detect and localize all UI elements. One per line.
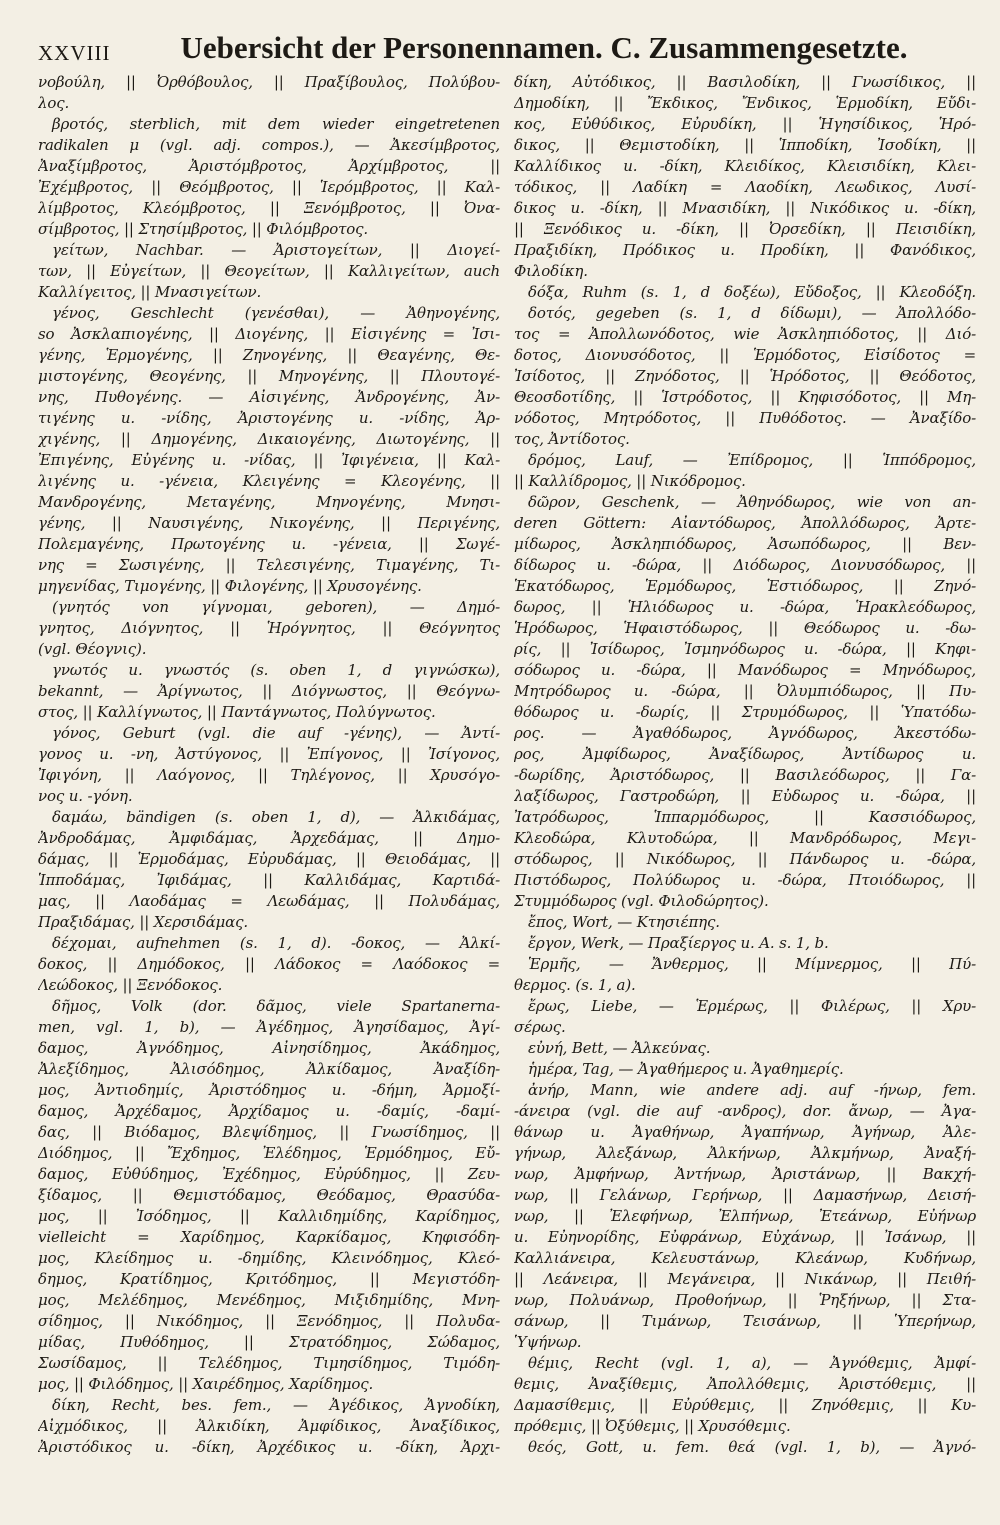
text-line: βροτός, sterblich, mit dem wieder eingetretenen [52, 115, 500, 133]
page-title: Uebersicht der Personennamen. C. Zusammengesetzte. [180, 30, 908, 65]
text-line: δαμος, Ἀγνόδημος, Αἰνησίδημος, Ἀκάδημος, [38, 1039, 500, 1057]
text-line: γήνωρ, Ἀλεξάνωρ, Ἀλκήνωρ, Ἀλκμήνωρ, Ἀναξή- [514, 1144, 976, 1162]
text-line: Δαμασίθεμις, || Εὐρύθεμις, || Ζηνόθεμις, || Κυ- [514, 1396, 976, 1414]
text-line: Στυμμόδωρος (vgl. Φιλοδώρητος). [514, 892, 769, 910]
text-line: κος, Εὐθύδικος, Εὐρυδίκη, || Ἡγησίδικος, Ἡρό- [514, 115, 976, 133]
text-line: τος = Ἀπολλωνόδοτος, wie Ἀσκληπιόδοτος, || Διό- [514, 325, 976, 343]
text-line: δίδωρος u. -δώρα, || Διόδωρος, Διονυσόδωρος, || [514, 556, 976, 574]
text-line: μας, || Λαοδάμας = Λεωδάμας, || Πολυδάμας, [38, 892, 500, 910]
text-line: γείτων, Nachbar. — Ἀριστογείτων, || Διογεί- [52, 241, 500, 259]
text-line: μος, Μελέδημος, Μενέδημος, Μιξιδημίδης, Μνη- [38, 1291, 500, 1309]
text-line: Μητρόδωρος u. -δώρα, || Ὀλυμπιόδωρος, || Πυ- [514, 682, 976, 700]
text-line: μίδωρος, Ἀσκληπιόδωρος, Ἀσωπόδωρος, || Βεν- [514, 535, 976, 553]
text-line: δίκη, Αὐτόδικος, || Βασιλοδίκη, || Γνωσίδικος, || [514, 73, 976, 91]
text-line: λίμβροτος, Κλεόμβροτος, || Ξενόμβροτος, || Ὀνα- [38, 199, 500, 217]
text-line: γόνος, Geburt (vgl. die auf -γένης), — Ἀντί- [52, 724, 500, 742]
text-line: σίμβροτος, || Στησίμβροτος, || Φιλόμβροτος. [38, 220, 368, 238]
text-line: γένης, Ἑρμογένης, || Ζηνογένης, || Θεαγένης, Θε- [38, 346, 500, 364]
text-line: λιγένης u. -γένεια, Κλειγένης = Κλεογένης, || [38, 472, 500, 490]
text-line: || Λεάνειρα, || Μεγάνειρα, || Νικάνωρ, || Πειθή- [514, 1270, 976, 1288]
text-line: (γνητός von γίγνομαι, geboren), — Δημό- [52, 598, 500, 616]
text-line: γνωτός u. γνωστός (s. oben 1, d γιγνώσκω), [52, 661, 500, 679]
text-line: μηγενίδας, Τιμογένης, || Φιλογένης, || Χρυσογένης. [38, 577, 422, 595]
text-line: ξίδαμος, || Θεμιστόδαμος, Θεόδαμος, Θρασύδα- [38, 1186, 500, 1204]
text-line: Ἰατρόδωρος, Ἱππαρμόδωρος, || Κασσιόδωρος, [514, 808, 976, 826]
text-line: Πραξιδίκη, Πρόδικος u. Προδίκη, || Φανόδικος, [514, 241, 976, 259]
text-line: Ὑψήνωρ. [514, 1333, 582, 1351]
text-line: λος. [38, 94, 70, 112]
text-line: Κλεοδώρα, Κλυτοδώρα, || Μανδρόδωρος, Μεγι- [514, 829, 976, 847]
two-column-body [38, 72, 976, 1512]
text-line: Ἑρμῆς, — Ἄνθερμος, || Μίμνερμος, || Πύ- [528, 955, 976, 973]
text-line: λαξίδωρος, Γαστροδώρη, || Εὐδωρος u. -δώρα, || [514, 787, 976, 805]
text-line: πρόθεμις, || Ὀξύθεμις, || Χρυσόθεμις. [514, 1417, 791, 1435]
text-line: μίδας, Πυθόδημος, || Στρατόδημος, Σώδαμος, [38, 1333, 500, 1351]
text-line: γνητος, Διόγνητος, || Ἡρόγνητος, || Θεόγνητος [38, 619, 500, 637]
text-line: θεός, Gott, u. fem. θεά (vgl. 1, b), — Ἀγνό- [528, 1438, 976, 1456]
text-line: δικος u. -δίκη, || Μνασιδίκη, || Νικόδικος u. -δίκη, [514, 199, 976, 217]
text-line: δοκος, || Δημόδοκος, || Λάδοκος = Λαόδοκος = [38, 955, 500, 973]
text-line: ρίς, || Ἰσίδωρος, Ἰσμηνόδωρος u. -δώρα, || Κηφι- [514, 640, 976, 658]
text-line: Ἱπποδάμας, Ἰφιδάμας, || Καλλιδάμας, Καρτιδά- [38, 871, 500, 889]
text-line: μος, || Ἰσόδημος, || Καλλιδημίδης, Καρίδημος, [38, 1207, 500, 1225]
text-line: radikalen μ (vgl. adj. compos.), — Ἀκεσίμβροτος, [38, 136, 500, 154]
text-line: Ἐχέμβροτος, || Θεόμβροτος, || Ἱερόμβροτος, || Καλ- [38, 178, 500, 196]
text-line: σέρως. [514, 1018, 566, 1036]
text-line: Μανδρογένης, Μεταγένης, Μηνογένης, Μνησι- [38, 493, 500, 511]
text-line: so Ἀσκλαπιογένης, || Διογένης, || Εἰσιγένης = Ἰσι- [38, 325, 500, 343]
text-line: ἔπος, Wort, — Κτησιέπης. [528, 913, 720, 931]
text-line: -δωρίδης, Ἀριστόδωρος, || Βασιλεόδωρος, || Γα- [514, 766, 976, 784]
text-line: γένης, || Ναυσιγένης, Νικογένης, || Περιγένης, [38, 514, 500, 532]
text-line: δαμάω, bändigen (s. oben 1, d), — Ἀλκιδάμας, [52, 808, 500, 826]
text-line: τόδικος, || Λαδίκη = Λαοδίκη, Λεωδικος, Λυσί- [514, 178, 976, 196]
text-line: ἀνήρ, Mann, wie andere adj. auf -ήνωρ, fem. [528, 1081, 976, 1099]
text-line: ἔργον, Werk, — Πραξίεργος u. A. s. 1, b. [528, 934, 829, 952]
text-line: Σωσίδαμος, || Τελέδημος, Τιμησίδημος, Τιμόδη- [38, 1354, 500, 1372]
text-line: deren Göttern: Αἰαντόδωρος, Ἀπολλόδωρος, Ἀρτε- [514, 514, 976, 532]
text-line: ἔρως, Liebe, — Ἑρμέρως, || Φιλέρως, || Χρυ- [528, 997, 976, 1015]
text-line: νωρ, Πολυάνωρ, Προθοήνωρ, || Ῥηξήνωρ, || Στα- [514, 1291, 976, 1309]
text-line: μιστογένης, Θεογένης, || Μηνογένης, || Πλουτογέ- [38, 367, 500, 385]
text-line: Θεοσδοτίδης, || Ἱστρόδοτος, || Κηφισόδοτος, || Μη- [514, 388, 976, 406]
text-line: δαμος, Ἀρχέδαμος, Ἀρχίδαμος u. -δαμίς, -δαμί- [38, 1102, 500, 1120]
text-line: θεμις, Ἀναξίθεμις, Ἀπολλόθεμις, Ἀριστόθεμις, || [514, 1375, 976, 1393]
text-line: δέχομαι, aufnehmen (s. 1, d). -δοκος, — Ἀλκί- [52, 934, 500, 952]
text-line: Φιλοδίκη. [514, 262, 588, 280]
text-line: νης, Πυθογένης. — Αἰσιγένης, Ἀνδρογένης, Ἀν- [38, 388, 500, 406]
text-line: Ἀνδροδάμας, Ἀμφιδάμας, Ἀρχεδάμας, || Δημο- [38, 829, 500, 847]
text-line: νωρ, Ἀμφήνωρ, Ἀντήνωρ, Ἀριστάνωρ, || Βακχή- [514, 1165, 976, 1183]
text-line: ρος. — Ἀγαθόδωρος, Ἀγνόδωρος, Ἀκεστόδω- [514, 724, 976, 742]
text-line: στόδωρος, || Νικόδωρος, || Πάνδωρος u. -δώρα, [514, 850, 976, 868]
text-line: θερμος. (s. 1, a). [514, 976, 636, 994]
text-line: Λεώδοκος, || Ξενόδοκος. [38, 976, 223, 994]
text-line: u. Εὐηνορίδης, Εὐφράνωρ, Εὐχάνωρ, || Ἰσάνωρ, || [514, 1228, 976, 1246]
text-line: Πολεμαγένης, Πρωτογένης u. -γένεια, || Σωγέ- [38, 535, 500, 553]
text-line: men, vgl. 1, b), — Ἀγέδημος, Ἀγησίδαμος, Ἀγί- [38, 1018, 500, 1036]
text-line: ἡμέρα, Tag, — Ἀγαθήμερος u. Ἀγαθημερίς. [528, 1060, 844, 1078]
text-line: Καλλιάνειρα, Κελευστάνωρ, Κλεάνωρ, Κυδήνωρ, [514, 1249, 976, 1267]
text-line: δῶρον, Geschenk, — Ἀθηνόδωρος, wie von an- [528, 493, 976, 511]
text-line: νόδοτος, Μητρόδοτος, || Πυθόδοτος. — Ἀναξίδο- [514, 409, 976, 427]
right-column [514, 72, 976, 1512]
text-line: νωρ, || Γελάνωρ, Γερήνωρ, || Δαμασήνωρ, Δεισή- [514, 1186, 976, 1204]
left-column [38, 72, 500, 1512]
text-line: δας, || Βιόδαμος, Βλεψίδημος, || Γνωσίδημος, || [38, 1123, 500, 1141]
text-line: -άνειρα (vgl. die auf -ανδρος), dor. ἄνωρ, — Ἀγα- [514, 1102, 976, 1120]
text-line: Ἰσίδοτος, || Ζηνόδοτος, || Ἡρόδοτος, || Θεόδοτος, [514, 367, 976, 385]
text-line: δοτός, gegeben (s. 1, d δίδωμι), — Ἀπολλόδο- [528, 304, 976, 322]
text-line: Ἀναξίμβροτος, Ἀριστόμβροτος, Ἀρχίμβροτος, || [38, 157, 500, 175]
text-line: σόδωρος u. -δώρα, || Μανόδωρος = Μηνόδωρος, [514, 661, 976, 679]
text-line: δάμας, || Ἑρμοδάμας, Εὐρυδάμας, || Θειοδάμας, || [38, 850, 500, 868]
text-line: || Καλλίδρομος, || Νικόδρομος. [514, 472, 746, 490]
text-line: Ἑκατόδωρος, Ἑρμόδωρος, Ἑστιόδωρος, || Ζηνό- [514, 577, 976, 595]
text-line: δόξα, Ruhm (s. 1, d δοξέω), Εὔδοξος, || Κλεοδόξη. [528, 283, 976, 301]
text-line: Ἀριστόδικος u. -δίκη, Ἀρχέδικος u. -δίκη, Ἀρχι- [38, 1438, 500, 1456]
page-header [38, 18, 970, 66]
text-line: δίκη, Recht, bes. fem., — Ἀγέδικος, Ἀγνοδίκη, [52, 1396, 500, 1414]
text-line: χιγένης, || Δημογένης, Δικαιογένης, Διωτογένης, || [38, 430, 500, 448]
text-line: θέμις, Recht (vgl. 1, a), — Ἀγνόθεμις, Ἀμφί- [528, 1354, 976, 1372]
text-line: Πραξιδάμας, || Χερσιδάμας. [38, 913, 248, 931]
text-line: νης = Σωσιγένης, || Τελεσιγένης, Τιμαγένης, Τι- [38, 556, 500, 574]
text-line: μος, Ἀντιοδημίς, Ἀριστόδημος u. -δήμη, Ἀρμοξί- [38, 1081, 500, 1099]
text-line: Δημοδίκη, || Ἔκδικος, Ἔνδικος, Ἑρμοδίκη, Εὔδι- [514, 94, 976, 112]
text-line: τιγένης u. -νίδης, Ἀριστογένης u. -νίδης, Ἀρ- [38, 409, 500, 427]
text-line: δαμος, Εὐθύδημος, Ἐχέδημος, Εὐρύδημος, || Ζευ- [38, 1165, 500, 1183]
text-line: δημος, Κρατίδημος, Κριτόδημος, || Μεγιστόδη- [38, 1270, 500, 1288]
text-line: Διόδημος, || Ἔχδημος, Ἐλέδημος, Ἑρμόδημος, Εὔ- [38, 1144, 500, 1162]
text-line: νος u. -γόνη. [38, 787, 133, 805]
text-line: νωρ, || Ἐλεφήνωρ, Ἐλπήνωρ, Ἐτεάνωρ, Εὐήνωρ [514, 1207, 976, 1225]
text-line: Πιστόδωρος, Πολύδωρος u. -δώρα, Πτοιόδωρος, || [514, 871, 976, 889]
text-line: bekannt, — Ἀρίγνωτος, || Διόγνωστος, || Θεόγνω- [38, 682, 500, 700]
text-line: Ἡρόδωρος, Ἡφαιστόδωρος, || Θεόδωρος u. -δω- [514, 619, 976, 637]
text-line: νοβούλη, || Ὀρθόβουλος, || Πραξίβουλος, Πολύβου- [38, 73, 500, 91]
text-line: μος, Κλείδημος u. -δημίδης, Κλεινόδημος, Κλεό- [38, 1249, 500, 1267]
text-line: || Ξενόδικος u. -δίκη, || Ὀρσεδίκη, || Πεισιδίκη, [514, 220, 976, 238]
text-line: στος, || Καλλίγνωτος, || Παντάγνωτος, Πολύγνωτος. [38, 703, 436, 721]
text-line: δικος, || Θεμιστοδίκη, || Ἱπποδίκη, Ἰσοδίκη, || [514, 136, 976, 154]
text-line: σάνωρ, || Τιμάνωρ, Τεισάνωρ, || Ὑπερήνωρ, [514, 1312, 976, 1330]
page-number: XXVIII [38, 41, 111, 65]
text-line: vielleicht = Χαρίδημος, Καρκίδαμος, Κηφισόδη- [38, 1228, 500, 1246]
text-line: Αἰχμόδικος, || Ἀλκιδίκη, Ἀμφίδικος, Ἀναξίδικος, [38, 1417, 500, 1435]
text-line: δωρος, || Ἡλιόδωρος u. -δώρα, Ἡρακλεόδωρος, [514, 598, 976, 616]
text-line: Καλλίγειτος, || Μνασιγείτων. [38, 283, 262, 301]
text-line: τος, Ἀντίδοτος. [514, 430, 630, 448]
text-line: σίδημος, || Νικόδημος, || Ξενόδημος, || Πολυδα- [38, 1312, 500, 1330]
text-line: δρόμος, Lauf, — Ἐπίδρομος, || Ἱππόδρομος, [528, 451, 976, 469]
text-line: Καλλίδικος u. -δίκη, Κλειδίκος, Κλεισιδίκη, Κλει- [514, 157, 976, 175]
text-line: θάνωρ u. Ἀγαθήνωρ, Ἀγαπήνωρ, Ἀγήνωρ, Ἀλε- [514, 1123, 976, 1141]
text-line: ρος, Ἀμφίδωρος, Ἀναξίδωρος, Ἀντίδωρος u. [514, 745, 976, 763]
text-line: εὐνή, Bett, — Ἀλκεύνας. [528, 1039, 711, 1057]
text-line: Ἰφιγόνη, || Λαόγονος, || Τηλέγονος, || Χρυσόγο- [38, 766, 500, 784]
text-line: θόδωρος u. -δωρίς, || Στρυμόδωρος, || Ὑπατόδω- [514, 703, 976, 721]
text-line: των, || Εὐγείτων, || Θεογείτων, || Καλλιγείτων, auch [38, 262, 500, 280]
text-line: δῆμος, Volk (dor. δᾶμος, viele Spartanerna- [52, 997, 500, 1015]
text-line: (vgl. Θέογνις). [38, 640, 147, 658]
text-line: Ἐπιγένης, Εὐγένης u. -νίδας, || Ἰφιγένεια, || Καλ- [38, 451, 500, 469]
text-line: μος, || Φιλόδημος, || Χαιρέδημος, Χαρίδημος. [38, 1375, 374, 1393]
text-line: γένος, Geschlecht (γενέσθαι), — Ἀθηνογένης, [52, 304, 500, 322]
text-line: δοτος, Διονυσόδοτος, || Ἑρμόδοτος, Εἰσίδοτος = [514, 346, 976, 364]
text-line: Ἀλεξίδημος, Ἀλισόδημος, Ἀλκίδαμος, Ἀναξίδη- [38, 1060, 500, 1078]
text-line: γονος u. -νη, Ἀστύγονος, || Ἐπίγονος, || Ἰσίγονος, [38, 745, 500, 763]
